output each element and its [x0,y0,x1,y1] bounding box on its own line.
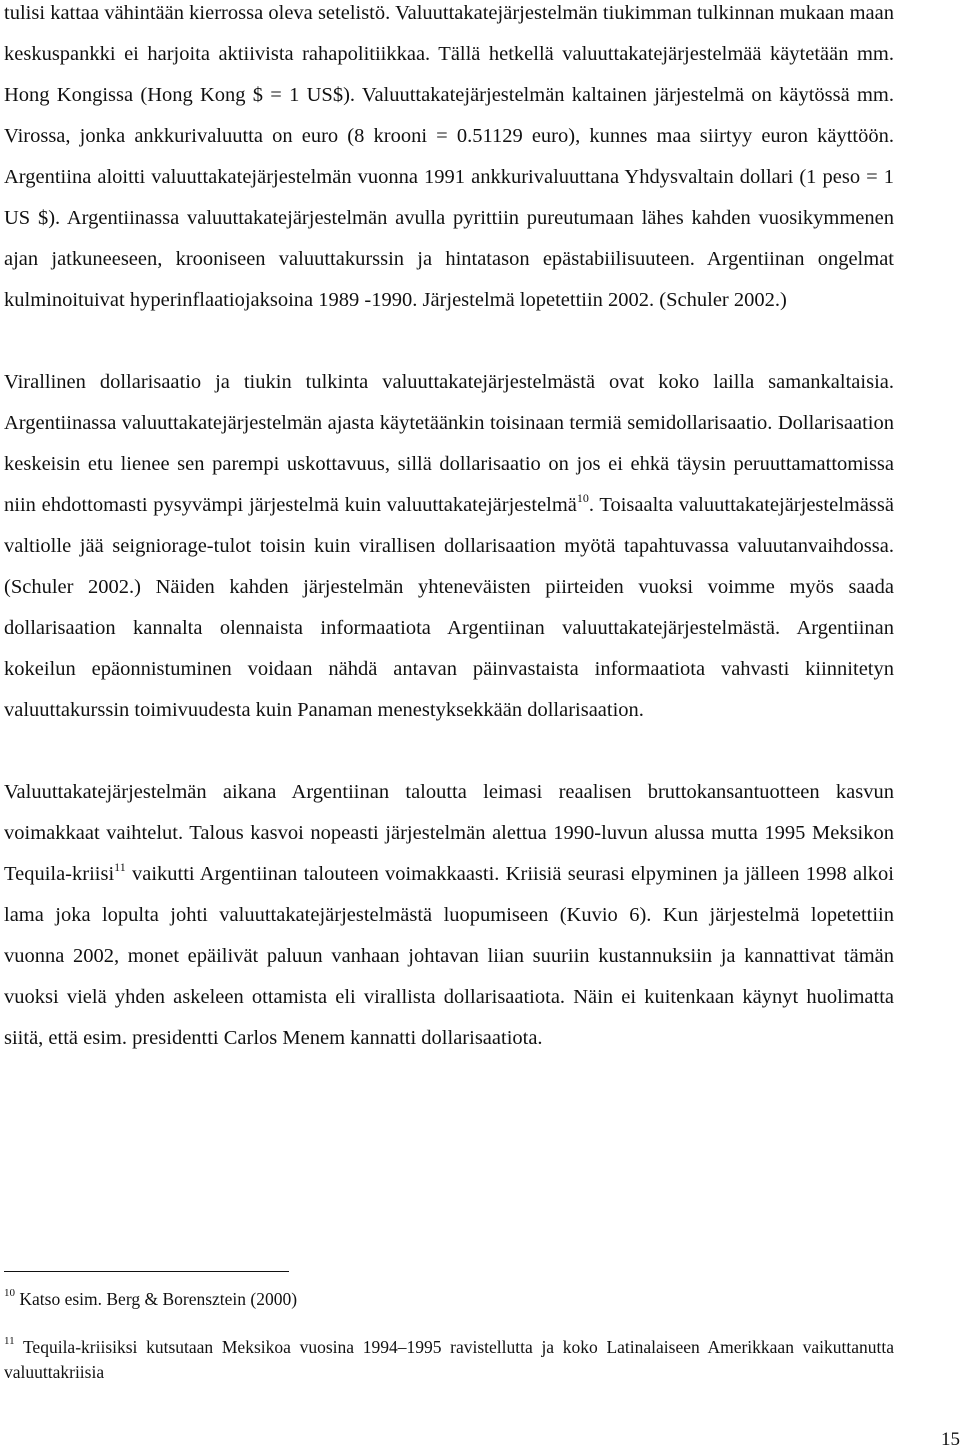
footnote-ref-10: 10 [576,491,589,505]
body-paragraph-currency-board [4,0,894,321]
footnote-number: 10 [4,1287,15,1299]
paragraph-text-part-1: Virallinen dollarisaatio ja tiukin tulkinta valuuttakatejärjestelmästä ovat koko lailla samankaltaisia. Argentiinassa valuuttakatejärjestelmän ajasta käytetäänkin toisinaan termiä semidollarisaatio. Dollarisaation keskeisin etu lienee sen parempi uskottavuus, sillä dollarisaatio on jos ei ehkä täysin peruuttamattomissa niin ehdottomasti pysyvämpi järjestelmä kuin valuuttakatejärjestelmä [4,371,894,516]
paragraph-text: tulisi kattaa vähintään kierrossa oleva setelistö. Valuuttakatejärjestelmän tiukimman tulkinnan mukaan maan keskuspankki ei harjoita aktiivista rahapolitiikkaa. Tällä hetkellä valuuttakatejärjestelmää käytetään mm. Hong Kongissa (Hong Kong $ = 1 US$). Valuuttakatejärjestelmän kaltainen järjestelmä on käytössä mm. Virossa, jonka ankkurivaluutta on euro (8 krooni = 0.51129 euro), kunnes maa siirtyy euron käyttöön. Argentiina aloitti valuuttakatejärjestelmän vuonna 1991 ankkurivaluuttana Yhdysvaltain dollari (1 peso = 1 US $). Argentiinassa valuuttakatejärjestelmän avulla pyrittiin pureutumaan lähes kahden vuosikymmenen ajan jatkuneeseen, krooniseen valuuttakurssin ja hintatason epästabiilisuuteen. Argentiinan ongelmat kulminoituivat hyperinflaatiojaksoina 1989 -1990. Järjestelmä lopetettiin 2002. (Schuler 2002.) [4,2,894,311]
paragraph-text-part-1: Valuuttakatejärjestelmän aikana Argentiinan taloutta leimasi reaalisen bruttokansantuotteen kasvun voimakkaat vaihtelut. Talous kasvoi nopeasti järjestelmän alettua 1990-luvun alussa mutta 1995 Meksikon Tequila-kriisi [4,781,894,885]
paragraph-text-part-2: vaikutti Argentiinan talouteen voimakkaasti. Kriisiä seurasi elpyminen ja jälleen 1998 alkoi lama joka lopulta johti valuuttakatejärjestelmästä luopumiseen (Kuvio 6). Kun järjestelmä lopetettiin vuonna 2002, monet epäilivät paluun vanhaan johtavan liian suuriin kustannuksiin ja kannattivat tämän vuoksi vielä yhden askeleen ottamista eli virallista dollarisaatiota. Näin ei kuitenkaan käynyt huolimatta siitä, että esim. presidentti Carlos Menem kannatti dollarisaatiota. [4,863,894,1049]
footnote-text: Tequila-kriisiksi kutsutaan Meksikoa vuosina 1994–1995 ravistellutta ja koko Latinalaiseen Amerikkaan vaikuttanutta valuuttakriisia [4,1337,894,1382]
footnote [4,1335,894,1385]
document-page [4,0,894,1382]
body-paragraph-argentina-economy [4,772,894,1059]
body-paragraph-dollarization [4,362,894,731]
paragraph-text-part-2: . Toisaalta valuuttakatejärjestelmässä valtiolle jää seigniorage-tulot toisin kuin virallisen dollarisaation myötä tapahtuvassa valuutanvaihdossa. (Schuler 2002.) Näiden kahden järjestelmän yhteneväisten piirteiden vuoksi voimme myös saada dollarisaation kannalta olennaista informaatiota Argentiinan valuuttakatejärjestelmästä. Argentiinan kokeilun epäonnistuminen voidaan nähdä antavan päinvastaista informaatiota vahvasti kiinnitetyn valuuttakurssin toimivuudesta kuin Panaman menestyksekkään dollarisaation. [4,494,894,721]
footnote-number: 11 [4,1335,15,1347]
footnote-ref-11: 11 [114,860,126,874]
footnote-text: Katso esim. Berg & Borensztein (2000) [15,1289,298,1309]
page-number: 15 [941,1429,960,1450]
footnote-separator [4,1271,289,1272]
footnote [4,1287,894,1312]
